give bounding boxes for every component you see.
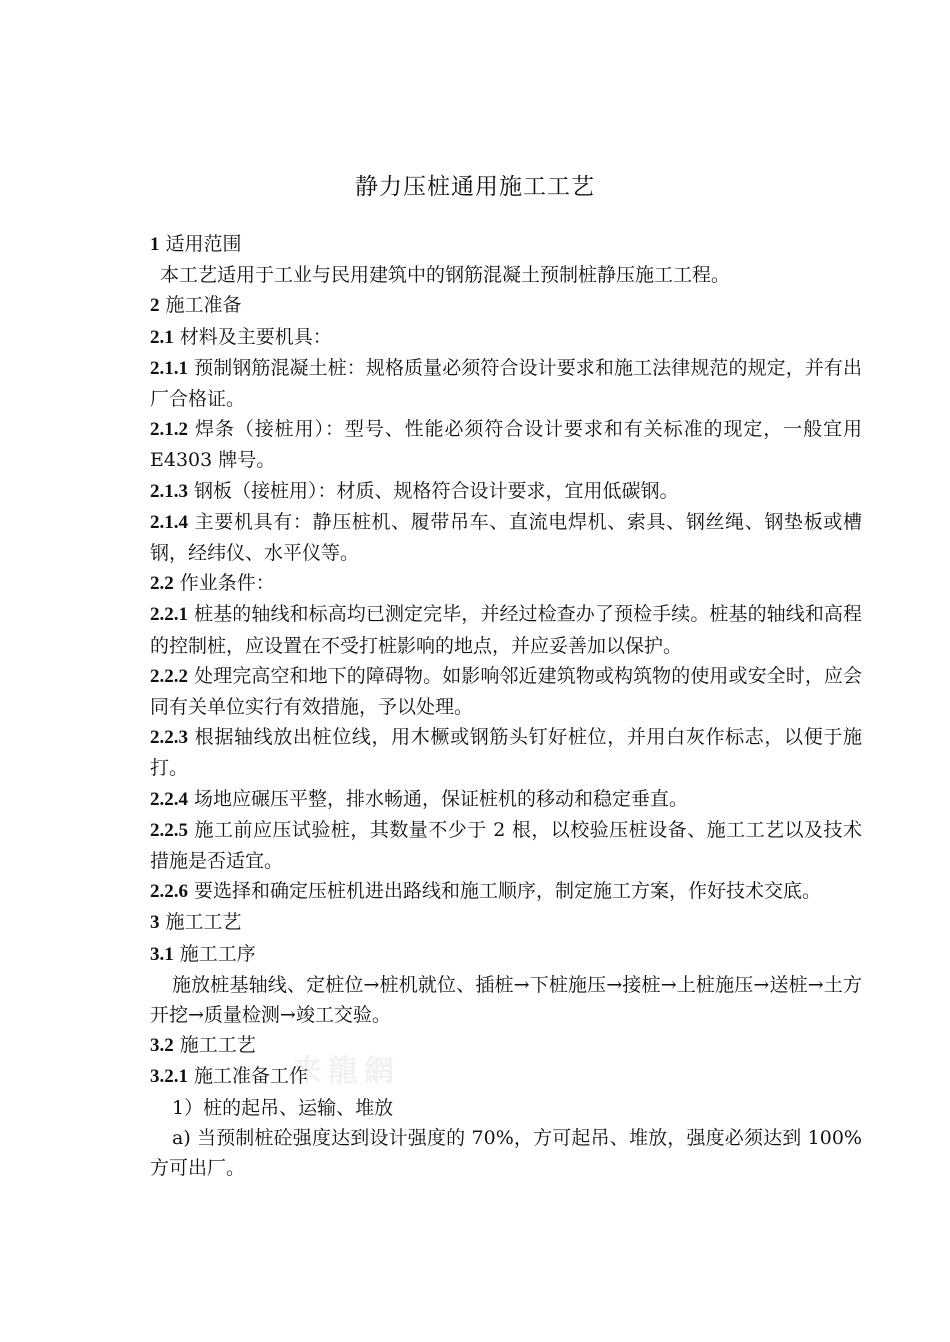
section-number: 3.2 bbox=[150, 1035, 174, 1057]
watermark: 来龍網 bbox=[292, 1054, 400, 1089]
section-number: 2 bbox=[150, 295, 160, 317]
paragraph bbox=[150, 815, 862, 876]
section-number: 2.2 bbox=[150, 573, 174, 595]
paragraph-text: 适用范围 bbox=[159, 233, 242, 255]
paragraph-text: 桩基的轴线和标高均已测定完毕，并经过检查办了预检手续。桩基的轴线和高程的控制桩，应设置在不受打桩影响的地点，并应妥善加以保护。 bbox=[150, 603, 862, 657]
paragraph bbox=[150, 353, 862, 414]
section-number: 2.1.4 bbox=[150, 511, 188, 533]
paragraph bbox=[150, 414, 862, 475]
section-number: 2.1.1 bbox=[150, 357, 188, 379]
paragraph-text: 根据轴线放出桩位线，用木橛或钢筋头钉好桩位，并用白灰作标志，以便于施打。 bbox=[150, 726, 862, 780]
paragraph-text: 要选择和确定压桩机进出路线和施工顺序，制定施工方案，作好技术交底。 bbox=[188, 880, 822, 903]
paragraph bbox=[150, 290, 862, 321]
paragraph-text: 施工工艺 bbox=[159, 911, 242, 934]
section-number: 2.2.6 bbox=[150, 881, 188, 903]
section-number: 3.2.1 bbox=[150, 1066, 188, 1088]
paragraph-text: 作业条件： bbox=[173, 572, 275, 595]
section-number: 2.2.3 bbox=[150, 727, 188, 749]
paragraph-text: 施工工艺 bbox=[173, 1034, 256, 1057]
paragraph bbox=[150, 476, 862, 507]
paragraph bbox=[150, 1061, 862, 1092]
paragraph-text: 材料及主要机具： bbox=[173, 325, 332, 348]
paragraph-text: 施放桩基轴线、定桩位→桩机就位、插桩→下桩施压→接桩→上桩施压→送桩→土方开挖→质量检测→竣工交验。 bbox=[150, 973, 862, 1027]
paragraph bbox=[150, 907, 862, 938]
paragraph-text: 场地应碾压平整，排水畅通，保证桩机的移动和稳定垂直。 bbox=[188, 787, 689, 810]
paragraph-text: 主要机具有：静压桩机、履带吊车、直流电焊机、索具、钢丝绳、钢垫板或槽钢，经纬仪、水平仪等。 bbox=[150, 510, 862, 565]
paragraph-text: 施工准备 bbox=[159, 294, 242, 317]
section-number: 2.1.2 bbox=[150, 419, 188, 441]
section-number: 3 bbox=[150, 912, 160, 934]
section-number: 2.2.5 bbox=[150, 819, 188, 841]
paragraph bbox=[150, 661, 862, 722]
section-number: 2.2.2 bbox=[150, 665, 188, 687]
paragraph bbox=[150, 568, 862, 599]
section-number: 2.1 bbox=[150, 326, 174, 348]
paragraph-text: 处理完高空和地下的障碍物。如影响邻近建筑物或构筑物的使用或安全时，应会同有关单位实行有效措施，予以处理。 bbox=[150, 664, 862, 719]
paragraph bbox=[150, 507, 862, 568]
paragraph-text: 施工准备工作 bbox=[188, 1065, 309, 1088]
section-number: 2.1.3 bbox=[150, 480, 188, 502]
paragraph-text: a) 当预制桩砼强度达到设计强度的 70%，方可起吊、堆放，强度必须达到 100%方可出厂。 bbox=[150, 1126, 862, 1180]
paragraph-text: 预制钢筋混凝土桩：规格质量必须符合设计要求和施工法律规范的规定，并有出厂合格证。 bbox=[150, 356, 862, 411]
paragraph bbox=[150, 970, 862, 1030]
paragraph-text: 1）桩的起吊、运输、堆放 bbox=[172, 1096, 394, 1119]
paragraph bbox=[150, 784, 862, 815]
section-number: 2.2.1 bbox=[150, 604, 188, 626]
section-number: 2.2.4 bbox=[150, 788, 188, 810]
document-body bbox=[150, 229, 862, 1183]
paragraph bbox=[150, 722, 862, 783]
section-number: 3.1 bbox=[150, 943, 174, 965]
paragraph bbox=[150, 1093, 862, 1123]
paragraph bbox=[150, 939, 862, 970]
paragraph bbox=[150, 322, 862, 353]
paragraph-text: 施工工序 bbox=[173, 942, 256, 965]
paragraph-text: 本工艺适用于工业与民用建筑中的钢筋混凝土预制桩静压施工工程。 bbox=[160, 264, 731, 287]
paragraph bbox=[150, 260, 862, 290]
paragraph bbox=[150, 1123, 862, 1183]
paragraph bbox=[150, 229, 862, 260]
paragraph bbox=[150, 599, 862, 660]
paragraph bbox=[150, 1030, 862, 1061]
paragraph-text: 钢板（接桩用）：材质、规格符合设计要求，宜用低碳钢。 bbox=[188, 479, 679, 502]
document-title: 静力压桩通用施工工艺 bbox=[355, 174, 595, 200]
section-number: 1 bbox=[150, 234, 160, 255]
paragraph-text: 焊条（接桩用）：型号、性能必须符合设计要求和有关标准的现定，一般宜用 E4303 牌号。 bbox=[150, 418, 862, 472]
paragraph bbox=[150, 876, 862, 907]
paragraph-text: 施工前应压试验桩，其数量不少于 2 根，以校验压桩设备、施工工艺以及技术措施是否适宜。 bbox=[150, 818, 862, 873]
